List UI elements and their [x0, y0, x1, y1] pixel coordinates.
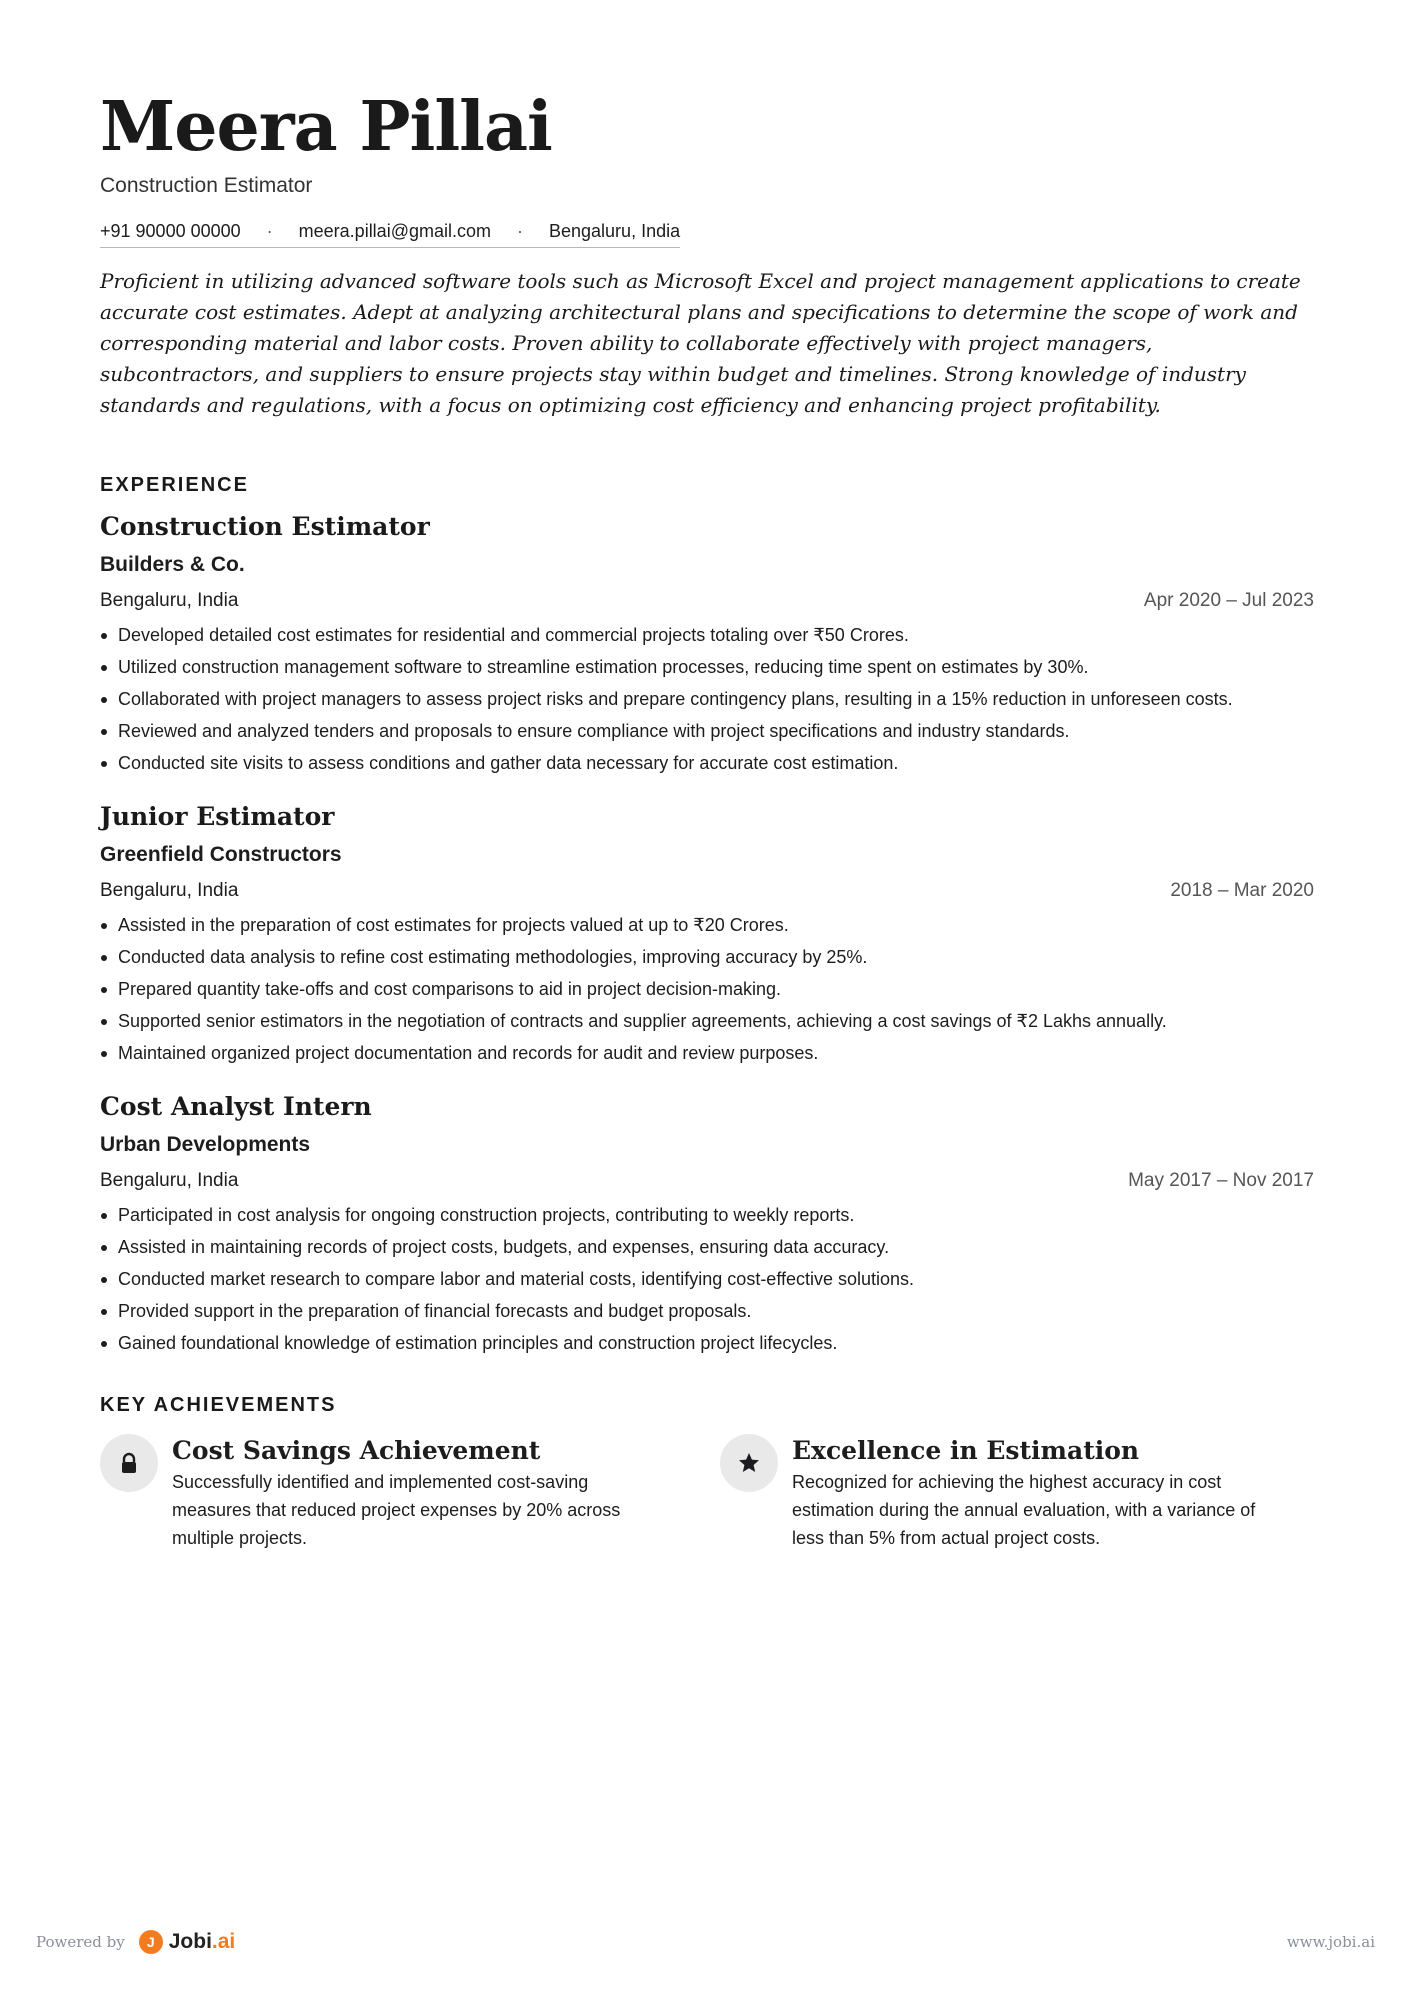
contact-email[interactable]: meera.pillai@gmail.com: [298, 221, 491, 241]
job-bullet: Assisted in the preparation of cost estimates for projects valued at up to ₹20 Crores.: [100, 909, 1314, 941]
achievement-description: Successfully identified and implemented cost-saving measures that reduced project expenses by 20% across multiple projects.: [172, 1472, 621, 1548]
job-dates: Apr 2020 – Jul 2023: [1143, 590, 1314, 611]
jobi-logo-icon: J: [139, 1930, 163, 1954]
achievement-badge: [100, 1434, 158, 1492]
job-company: Urban Developments: [100, 1133, 311, 1156]
powered-by-label: Powered by: [36, 1933, 125, 1951]
job-bullet: Conducted market research to compare labor and material costs, identifying cost-effective solutions.: [100, 1263, 1314, 1295]
contact-separator: ·: [517, 221, 523, 241]
job-role: Construction Estimator: [100, 512, 430, 541]
achievement-badge: [720, 1434, 778, 1492]
powered-by-footer: [36, 1930, 235, 1954]
job-location: Bengaluru, India: [100, 1170, 239, 1191]
job-meta: [100, 583, 1314, 619]
job-company: Greenfield Constructors: [100, 843, 342, 866]
job-bullet: Participated in cost analysis for ongoing construction projects, contributing to weekly reports.: [100, 1199, 1314, 1231]
job-role: Cost Analyst Intern: [100, 1092, 372, 1121]
job-bullets: [100, 1199, 1314, 1359]
contact-bar: [100, 218, 680, 248]
job-bullet: Provided support in the preparation of financial forecasts and budget proposals.: [100, 1295, 1314, 1327]
logo-suffix: .ai: [211, 1930, 236, 1953]
contact-phone[interactable]: +91 90000 00000: [100, 221, 241, 241]
job-bullet: Conducted site visits to assess conditions and gather data necessary for accurate cost estimation.: [100, 747, 1314, 779]
job-bullet: Maintained organized project documentation and records for audit and review purposes.: [100, 1037, 1314, 1069]
website-link[interactable]: www.jobi.ai: [1286, 1933, 1375, 1951]
experience-entry: [100, 510, 1314, 779]
candidate-title: Construction Estimator: [100, 174, 313, 197]
job-role: Junior Estimator: [100, 802, 335, 831]
job-bullet: Reviewed and analyzed tenders and proposals to ensure compliance with project specifications and industry standards.: [100, 715, 1314, 747]
job-bullet: Prepared quantity take-offs and cost comparisons to aid in project decision-making.: [100, 973, 1314, 1005]
job-location: Bengaluru, India: [100, 590, 239, 611]
contact-location: Bengaluru, India: [549, 221, 681, 241]
job-meta: [100, 873, 1314, 909]
achievement-body: [172, 1434, 660, 1552]
job-bullets: [100, 619, 1314, 779]
achievement-title: Excellence in Estimation: [792, 1436, 1140, 1465]
job-dates: 2018 – Mar 2020: [1170, 880, 1314, 901]
job-company: Builders & Co.: [100, 553, 245, 576]
job-bullet: Developed detailed cost estimates for residential and commercial projects totaling over ₹50 Crores.: [100, 619, 1314, 651]
logo-name: Jobi: [168, 1930, 212, 1953]
achievement-title: Cost Savings Achievement: [172, 1436, 541, 1465]
job-bullet: Gained foundational knowledge of estimation principles and construction project lifecycles.: [100, 1327, 1314, 1359]
job-bullet: Conducted data analysis to refine cost estimating methodologies, improving accuracy by 25%.: [100, 941, 1314, 973]
achievement-card: [720, 1434, 1280, 1552]
candidate-name: Meera Pillai: [100, 87, 552, 167]
job-dates: May 2017 – Nov 2017: [1128, 1170, 1314, 1191]
contact-separator: ·: [266, 221, 273, 241]
achievements-heading: KEY ACHIEVEMENTS: [100, 1394, 337, 1416]
experience-heading: EXPERIENCE: [100, 474, 249, 496]
jobi-logo[interactable]: [169, 1930, 236, 1954]
achievement-body: [792, 1434, 1280, 1552]
job-location: Bengaluru, India: [100, 880, 239, 901]
experience-entry: [100, 800, 1314, 1069]
achievement-description: Recognized for achieving the highest accuracy in cost estimation during the annual evaluation, with a variance of less than 5% from actual project costs.: [792, 1472, 1256, 1548]
job-bullet: Collaborated with project managers to assess project risks and prepare contingency plans, resulting in a 15% reduction in unforeseen costs.: [100, 683, 1314, 715]
lock-icon: [119, 1452, 139, 1474]
job-bullets: [100, 909, 1314, 1069]
job-bullet: Supported senior estimators in the negotiation of contracts and supplier agreements, achieving a cost savings of ₹2 Lakhs annually.: [100, 1005, 1314, 1037]
achievement-card: [100, 1434, 660, 1552]
experience-entry: [100, 1090, 1314, 1359]
job-bullet: Utilized construction management software to streamline estimation processes, reducing time spent on estimates by 30%.: [100, 651, 1314, 683]
job-bullet: Assisted in maintaining records of project costs, budgets, and expenses, ensuring data accuracy.: [100, 1231, 1314, 1263]
star-icon: [737, 1451, 761, 1475]
job-meta: [100, 1163, 1314, 1199]
professional-summary: Proficient in utilizing advanced software tools such as Microsoft Excel and project management applications to create accurate cost estimates. Adept at analyzing architectural plans and specifications to determine the scope of work and corresponding material and labor costs. Proven ability to collaborate effectively with project managers, subcontractors, and suppliers to ensure projects stay within budget and timelines. Strong knowledge of industry standards and regulations, with a focus on optimizing cost efficiency and enhancing project profitability.: [100, 269, 1301, 417]
